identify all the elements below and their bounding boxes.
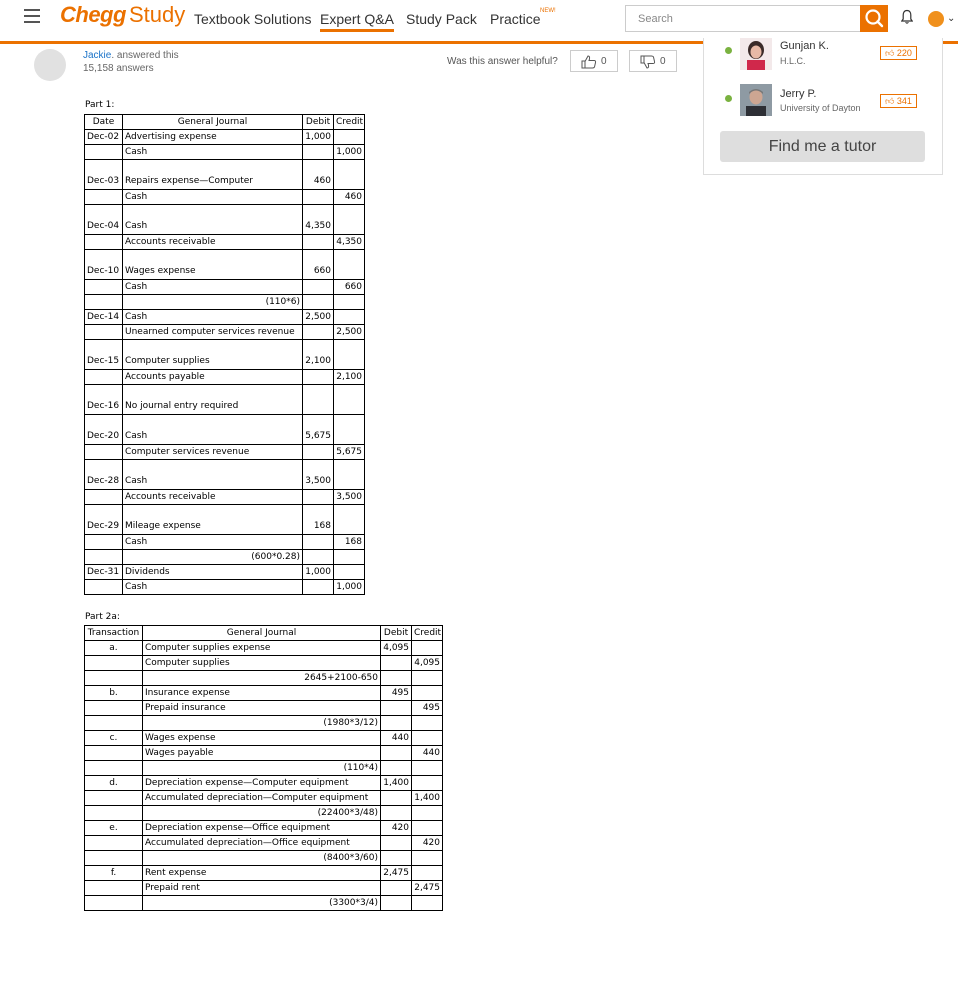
journal-cell-debit <box>381 716 412 731</box>
journal-row <box>85 851 443 866</box>
tutor-likes-badge: 👍︎ 220 <box>880 46 917 60</box>
nav-study-pack[interactable]: Study Pack <box>406 11 477 27</box>
journal-cell-date <box>85 851 143 866</box>
journal-header-cell: Debit <box>303 115 334 130</box>
journal-header-cell: Transaction <box>85 626 143 641</box>
journal-header-cell: Credit <box>412 626 443 641</box>
journal-cell-credit: 3,500 <box>334 490 365 505</box>
journal-cell-credit <box>334 460 365 475</box>
tutor-photo[interactable] <box>740 38 772 70</box>
journal-row <box>85 881 443 896</box>
journal-row <box>85 220 365 235</box>
journal-cell-credit <box>412 866 443 881</box>
journal-cell-date <box>85 325 123 340</box>
journal-cell-credit: 440 <box>412 746 443 761</box>
journal-row <box>85 340 365 355</box>
journal-cell-debit <box>303 460 334 475</box>
journal-cell-acct: Accumulated depreciation—Computer equipment <box>143 791 381 806</box>
answerer-name[interactable]: Jackie <box>83 50 112 61</box>
journal-row <box>85 415 365 430</box>
answerer-line: Jackie. answered this <box>83 50 179 61</box>
journal-cell-debit: 460 <box>303 175 334 190</box>
journal-cell-credit: 420 <box>412 836 443 851</box>
journal-cell-acct: (8400*3/60) <box>143 851 381 866</box>
journal-cell-debit <box>303 415 334 430</box>
journal-cell-acct: Cash <box>123 280 303 295</box>
tutor-name[interactable]: Jerry P. <box>780 88 817 100</box>
journal-header-cell: Debit <box>381 626 412 641</box>
journal-cell-date <box>85 415 123 430</box>
journal-cell-credit <box>334 520 365 535</box>
bell-icon[interactable] <box>901 9 913 25</box>
journal-cell-credit <box>412 896 443 911</box>
journal-cell-acct: Cash <box>123 580 303 595</box>
journal-cell-credit: 4,350 <box>334 235 365 250</box>
journal-cell-debit <box>303 280 334 295</box>
journal-cell-acct: Cash <box>123 310 303 325</box>
journal-cell-debit: 2,475 <box>381 866 412 881</box>
journal-cell-date <box>85 761 143 776</box>
journal-cell-debit: 440 <box>381 731 412 746</box>
journal-cell-credit <box>334 220 365 235</box>
journal-cell-credit <box>334 310 365 325</box>
search-icon <box>860 5 888 32</box>
part2a-journal-table <box>84 625 443 911</box>
journal-row <box>85 370 365 385</box>
journal-cell-date <box>85 460 123 475</box>
journal-cell-credit <box>412 806 443 821</box>
journal-cell-date: Dec-03 <box>85 175 123 190</box>
journal-cell-debit: 3,500 <box>303 475 334 490</box>
journal-cell-date: Dec-28 <box>85 475 123 490</box>
journal-cell-credit <box>412 641 443 656</box>
journal-cell-date: Dec-15 <box>85 355 123 370</box>
journal-cell-credit: 1,000 <box>334 145 365 160</box>
journal-row <box>85 821 443 836</box>
journal-cell-date <box>85 295 123 310</box>
journal-cell-acct: Dividends <box>123 565 303 580</box>
journal-cell-debit <box>303 340 334 355</box>
nav-practice[interactable]: Practice <box>490 11 541 27</box>
part2a-label: Part 2a: <box>85 612 120 622</box>
journal-row <box>85 250 365 265</box>
journal-cell-date <box>85 160 123 175</box>
journal-cell-date <box>85 505 123 520</box>
journal-row <box>85 896 443 911</box>
journal-row <box>85 505 365 520</box>
journal-cell-acct: Accounts receivable <box>123 235 303 250</box>
thumbs-up-button[interactable]: 0 <box>570 50 618 72</box>
journal-row <box>85 776 443 791</box>
journal-cell-date <box>85 280 123 295</box>
journal-cell-acct: Prepaid insurance <box>143 701 381 716</box>
thumbs-down-button[interactable]: 0 <box>629 50 677 72</box>
journal-cell-acct: Depreciation expense—Computer equipment <box>143 776 381 791</box>
journal-cell-debit <box>303 550 334 565</box>
journal-row <box>85 580 365 595</box>
journal-cell-credit <box>334 130 365 145</box>
journal-cell-acct: Cash <box>123 475 303 490</box>
journal-cell-debit <box>381 806 412 821</box>
journal-row <box>85 490 365 505</box>
journal-row <box>85 686 443 701</box>
journal-cell-acct <box>123 340 303 355</box>
journal-cell-debit: 4,095 <box>381 641 412 656</box>
journal-row <box>85 656 443 671</box>
journal-cell-debit <box>381 656 412 671</box>
journal-cell-debit <box>303 295 334 310</box>
journal-cell-debit <box>303 160 334 175</box>
chevron-down-icon[interactable]: ⌄ <box>947 13 956 24</box>
journal-cell-acct <box>123 505 303 520</box>
journal-row <box>85 641 443 656</box>
journal-cell-credit <box>412 716 443 731</box>
journal-cell-credit: 1,400 <box>412 791 443 806</box>
journal-cell-credit <box>412 686 443 701</box>
journal-cell-credit <box>412 671 443 686</box>
journal-cell-credit: 4,095 <box>412 656 443 671</box>
journal-row <box>85 235 365 250</box>
answerer-avatar[interactable] <box>34 49 66 81</box>
journal-cell-credit <box>412 851 443 866</box>
journal-cell-date <box>85 145 123 160</box>
journal-cell-debit <box>303 250 334 265</box>
journal-cell-debit: 1,000 <box>303 565 334 580</box>
journal-cell-credit: 660 <box>334 280 365 295</box>
journal-cell-debit <box>381 746 412 761</box>
journal-row <box>85 716 443 731</box>
journal-cell-date <box>85 190 123 205</box>
journal-cell-debit <box>303 445 334 460</box>
answer-count: 15,158 answers <box>83 63 154 74</box>
journal-cell-acct: Accounts receivable <box>123 490 303 505</box>
journal-row <box>85 520 365 535</box>
journal-cell-date: c. <box>85 731 143 746</box>
journal-cell-debit: 4,350 <box>303 220 334 235</box>
journal-cell-date: f. <box>85 866 143 881</box>
journal-cell-acct: Computer supplies <box>123 355 303 370</box>
tutor-school: H.L.C. <box>780 56 806 66</box>
journal-cell-debit: 420 <box>381 821 412 836</box>
journal-cell-acct: Prepaid rent <box>143 881 381 896</box>
journal-cell-credit: 2,500 <box>334 325 365 340</box>
journal-cell-date <box>85 250 123 265</box>
journal-cell-acct: Computer supplies <box>143 656 381 671</box>
tutor-name[interactable]: Gunjan K. <box>780 40 829 52</box>
journal-row <box>85 130 365 145</box>
journal-cell-debit <box>303 580 334 595</box>
journal-cell-debit <box>303 190 334 205</box>
journal-cell-acct: Accounts payable <box>123 370 303 385</box>
journal-cell-debit: 1,000 <box>303 130 334 145</box>
journal-cell-acct: Wages expense <box>123 265 303 280</box>
journal-row <box>85 445 365 460</box>
journal-cell-acct: Accumulated depreciation—Office equipment <box>143 836 381 851</box>
nav-expert-qa[interactable]: Expert Q&A <box>320 11 394 32</box>
journal-cell-date: Dec-16 <box>85 400 123 415</box>
journal-cell-acct: Wages expense <box>143 731 381 746</box>
journal-row <box>85 806 443 821</box>
journal-cell-acct: Cash <box>123 535 303 550</box>
journal-cell-debit <box>303 535 334 550</box>
journal-row <box>85 400 365 415</box>
journal-row <box>85 280 365 295</box>
journal-cell-debit <box>303 385 334 400</box>
online-status-icon <box>725 47 732 54</box>
find-tutor-button[interactable]: Find me a tutor <box>720 131 925 162</box>
journal-cell-acct: Advertising expense <box>123 130 303 145</box>
journal-cell-debit <box>381 791 412 806</box>
journal-header-cell: General Journal <box>143 626 381 641</box>
journal-cell-credit <box>412 761 443 776</box>
journal-row <box>85 565 365 580</box>
journal-cell-debit <box>381 851 412 866</box>
journal-cell-acct: Unearned computer services revenue <box>123 325 303 340</box>
journal-cell-acct: (110*6) <box>123 295 303 310</box>
search-input[interactable]: Search <box>625 5 861 32</box>
tutor-photo[interactable] <box>740 84 772 116</box>
journal-cell-debit <box>303 505 334 520</box>
journal-cell-date <box>85 340 123 355</box>
journal-cell-debit: 5,675 <box>303 430 334 445</box>
journal-cell-acct: Cash <box>123 190 303 205</box>
journal-cell-credit: 5,675 <box>334 445 365 460</box>
journal-cell-acct <box>123 250 303 265</box>
journal-cell-acct: (3300*3/4) <box>143 896 381 911</box>
journal-cell-credit <box>334 175 365 190</box>
journal-cell-acct: Rent expense <box>143 866 381 881</box>
journal-cell-date <box>85 385 123 400</box>
journal-cell-credit <box>334 415 365 430</box>
journal-cell-debit <box>303 325 334 340</box>
journal-row <box>85 145 365 160</box>
journal-cell-debit <box>381 881 412 896</box>
journal-cell-debit <box>303 235 334 250</box>
journal-row <box>85 701 443 716</box>
journal-cell-date: Dec-20 <box>85 430 123 445</box>
journal-cell-credit: 2,100 <box>334 370 365 385</box>
journal-cell-date <box>85 535 123 550</box>
journal-cell-date: a. <box>85 641 143 656</box>
journal-cell-date: Dec-14 <box>85 310 123 325</box>
journal-row <box>85 475 365 490</box>
journal-cell-credit <box>334 250 365 265</box>
journal-cell-credit <box>334 205 365 220</box>
journal-cell-acct: 2645+2100-650 <box>143 671 381 686</box>
journal-cell-acct: Cash <box>123 145 303 160</box>
journal-row <box>85 866 443 881</box>
journal-row <box>85 265 365 280</box>
journal-cell-acct <box>123 160 303 175</box>
journal-cell-acct: (600*0.28) <box>123 550 303 565</box>
journal-cell-date: Dec-02 <box>85 130 123 145</box>
journal-cell-date <box>85 836 143 851</box>
journal-cell-debit <box>381 701 412 716</box>
journal-header-row <box>85 115 365 130</box>
journal-cell-acct <box>123 385 303 400</box>
journal-row <box>85 190 365 205</box>
journal-cell-date <box>85 580 123 595</box>
part1-journal-table <box>84 114 365 595</box>
journal-cell-date <box>85 550 123 565</box>
journal-cell-debit <box>381 896 412 911</box>
online-status-icon <box>725 95 732 102</box>
journal-cell-date: Dec-29 <box>85 520 123 535</box>
journal-cell-credit <box>412 776 443 791</box>
journal-cell-credit <box>412 821 443 836</box>
journal-row <box>85 671 443 686</box>
journal-cell-date <box>85 701 143 716</box>
journal-cell-date <box>85 671 143 686</box>
journal-cell-credit <box>334 265 365 280</box>
journal-cell-debit <box>303 205 334 220</box>
journal-cell-credit <box>334 430 365 445</box>
journal-cell-debit <box>381 836 412 851</box>
journal-cell-acct: Wages payable <box>143 746 381 761</box>
journal-header-cell: General Journal <box>123 115 303 130</box>
journal-row <box>85 295 365 310</box>
journal-row <box>85 460 365 475</box>
thumbs-up-icon <box>581 55 597 69</box>
nav-textbook-solutions[interactable]: Textbook Solutions <box>194 11 312 27</box>
journal-cell-date: Dec-04 <box>85 220 123 235</box>
journal-row <box>85 731 443 746</box>
journal-cell-debit <box>381 671 412 686</box>
journal-row <box>85 761 443 776</box>
helpful-label: Was this answer helpful? <box>447 56 558 67</box>
journal-cell-debit: 660 <box>303 265 334 280</box>
journal-row <box>85 385 365 400</box>
journal-cell-debit <box>303 370 334 385</box>
tutor-school: University of Dayton <box>780 103 861 113</box>
journal-cell-date <box>85 235 123 250</box>
journal-cell-date: d. <box>85 776 143 791</box>
journal-row <box>85 160 365 175</box>
journal-cell-credit: 2,475 <box>412 881 443 896</box>
part1-label: Part 1: <box>85 100 115 110</box>
journal-cell-debit <box>303 400 334 415</box>
journal-cell-debit <box>303 490 334 505</box>
journal-cell-acct: Computer supplies expense <box>143 641 381 656</box>
journal-row <box>85 535 365 550</box>
journal-cell-date <box>85 205 123 220</box>
journal-cell-acct <box>123 205 303 220</box>
journal-cell-acct <box>123 415 303 430</box>
journal-cell-date <box>85 490 123 505</box>
journal-cell-debit: 1,400 <box>381 776 412 791</box>
journal-row <box>85 355 365 370</box>
journal-cell-acct: (110*4) <box>143 761 381 776</box>
journal-cell-acct: Computer services revenue <box>123 445 303 460</box>
journal-cell-credit <box>412 731 443 746</box>
journal-cell-debit <box>381 761 412 776</box>
journal-cell-debit: 168 <box>303 520 334 535</box>
journal-cell-date <box>85 716 143 731</box>
journal-row <box>85 325 365 340</box>
journal-cell-date: e. <box>85 821 143 836</box>
journal-cell-debit: 2,500 <box>303 310 334 325</box>
journal-cell-credit <box>334 400 365 415</box>
journal-cell-acct: Cash <box>123 220 303 235</box>
journal-cell-acct <box>123 460 303 475</box>
journal-row <box>85 746 443 761</box>
journal-cell-date <box>85 656 143 671</box>
journal-cell-date <box>85 445 123 460</box>
journal-cell-date: Dec-31 <box>85 565 123 580</box>
journal-row <box>85 791 443 806</box>
search-button[interactable] <box>860 5 888 32</box>
journal-cell-acct: (1980*3/12) <box>143 716 381 731</box>
menu-icon[interactable] <box>24 9 40 23</box>
journal-row <box>85 175 365 190</box>
journal-cell-date: b. <box>85 686 143 701</box>
journal-row <box>85 310 365 325</box>
journal-cell-credit <box>334 550 365 565</box>
journal-cell-debit <box>303 145 334 160</box>
new-badge: NEW! <box>540 8 556 14</box>
journal-cell-date <box>85 881 143 896</box>
journal-cell-acct: Depreciation expense—Office equipment <box>143 821 381 836</box>
journal-row <box>85 205 365 220</box>
journal-cell-debit: 495 <box>381 686 412 701</box>
journal-cell-acct: (22400*3/48) <box>143 806 381 821</box>
journal-cell-acct: No journal entry required <box>123 400 303 415</box>
journal-cell-credit: 168 <box>334 535 365 550</box>
chegg-study-logo[interactable]: Chegg Study <box>60 2 186 27</box>
journal-cell-credit <box>334 385 365 400</box>
journal-cell-acct: Cash <box>123 430 303 445</box>
journal-cell-credit <box>334 505 365 520</box>
journal-cell-date: Dec-10 <box>85 265 123 280</box>
journal-cell-credit: 1,000 <box>334 580 365 595</box>
journal-cell-credit: 495 <box>412 701 443 716</box>
journal-cell-credit <box>334 355 365 370</box>
journal-cell-credit <box>334 160 365 175</box>
journal-header-row <box>85 626 443 641</box>
journal-cell-acct: Insurance expense <box>143 686 381 701</box>
top-header <box>0 0 958 43</box>
journal-cell-credit <box>334 340 365 355</box>
tutor-likes-badge: 👍︎ 341 <box>880 94 917 108</box>
journal-row <box>85 430 365 445</box>
journal-cell-credit <box>334 475 365 490</box>
journal-cell-credit: 460 <box>334 190 365 205</box>
journal-cell-acct: Mileage expense <box>123 520 303 535</box>
journal-cell-date <box>85 370 123 385</box>
journal-cell-date <box>85 791 143 806</box>
journal-cell-date <box>85 746 143 761</box>
journal-cell-debit: 2,100 <box>303 355 334 370</box>
journal-header-cell: Credit <box>334 115 365 130</box>
journal-cell-credit <box>334 565 365 580</box>
journal-cell-date <box>85 806 143 821</box>
journal-cell-date <box>85 896 143 911</box>
thumbs-down-icon <box>640 55 656 69</box>
journal-cell-acct: Repairs expense—Computer <box>123 175 303 190</box>
journal-cell-credit <box>334 295 365 310</box>
journal-row <box>85 550 365 565</box>
profile-avatar[interactable] <box>928 11 944 27</box>
journal-row <box>85 836 443 851</box>
journal-header-cell: Date <box>85 115 123 130</box>
